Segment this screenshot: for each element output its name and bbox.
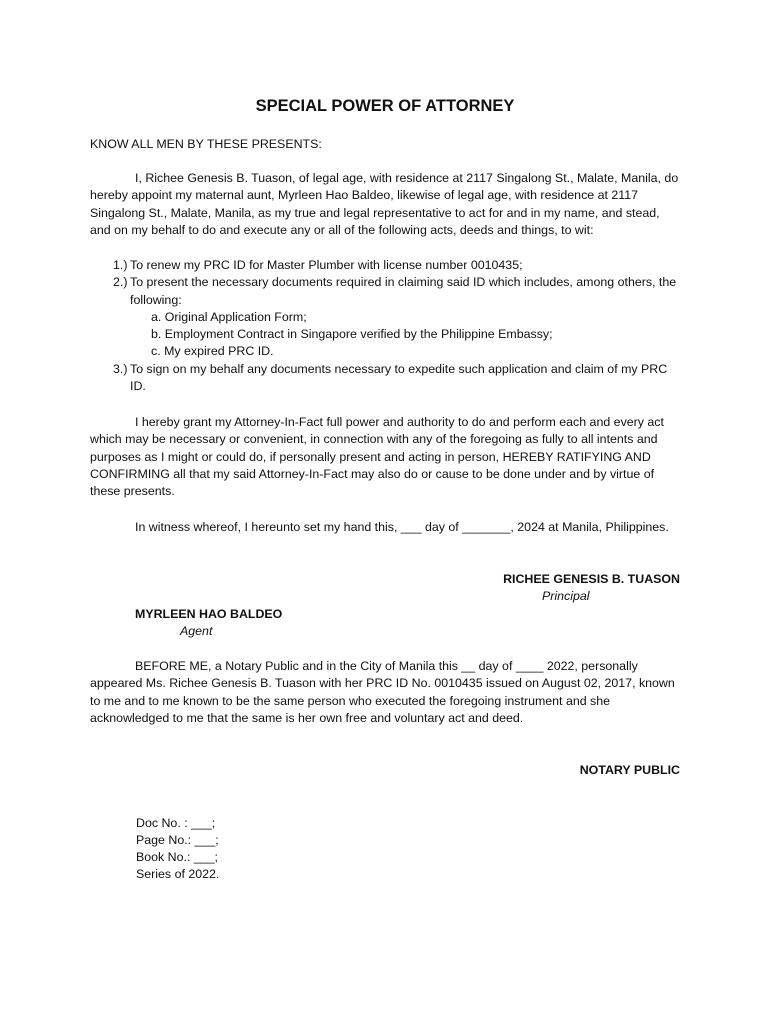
list-item [113,257,680,274]
principal-role: Principal [542,589,590,603]
doc-number-line: Doc No. : ___; [136,816,216,830]
list-item-text: To renew my PRC ID for Master Plumber with license number 0010435; [130,258,523,272]
notarial-paragraph: BEFORE ME, a Notary Public and in the City of Manila this __ day of ____ 2022, personally appeared Ms. Richee Genesis B. Tuason with her PRC ID No. 0010435 issued on August 02, 2017, known to me and to me known to be the same person who executed the foregoing instrument and she acknowledged to me that the same is her own free and voluntary act and deed. [90,659,675,725]
witness-paragraph: In witness whereof, I hereunto set my hand this, ___ day of _______, 2024 at Manila, Philippines. [135,520,669,534]
document-title: SPECIAL POWER OF ATTORNEY [255,97,515,115]
opening-line: KNOW ALL MEN BY THESE PRESENTS: [90,137,322,151]
list-item [113,361,680,396]
series-line: Series of 2022. [136,867,220,881]
agent-role: Agent [180,624,213,638]
list-item-text: To present the necessary documents required in claiming said ID which includes, among others, the following: [130,275,677,307]
page-number-line: Page No.: ___; [136,833,219,847]
list-item-number: 2.) [113,275,128,290]
list-item-number: 1.) [113,258,128,272]
list-item [113,274,680,360]
sub-list-item: a. Original Application Form; [151,309,307,324]
document-page [90,0,680,1024]
agent-name: MYRLEEN HAO BALDEO [135,607,283,621]
appointment-paragraph: I, Richee Genesis B. Tuason, of legal age, with residence at 2117 Singalong St., Malate, Manila, do hereby appoint my maternal aunt, Myrleen Hao Baldeo, likewise of legal age, with residence at 2117 Singalong St., Malate, Manila, as my true and legal representative to act for and in my name, and stead, and on my behalf to do and execute any or all of the following acts, deeds and things, to wit: [90,171,679,237]
sub-list-item: c. My expired PRC ID. [151,344,274,359]
list-item-number: 3.) [113,361,128,376]
principal-name: RICHEE GENESIS B. TUASON [503,572,680,586]
grant-paragraph: I hereby grant my Attorney-In-Fact full power and authority to do and perform each and every act which may be necessary or convenient, in connection with any of the foregoing as fully to all intents and purposes as I might or could do, if personally present and acting in person, HEREBY RATIFYING AND CONFIRMING all that my said Attorney-In-Fact may also do or cause to be done under and by virtue of these presents. [90,415,664,499]
book-number-line: Book No.: ___; [136,850,218,864]
powers-list [113,257,680,395]
list-item-text: To sign on my behalf any documents necessary to expedite such application and claim of my PRC ID. [130,361,668,394]
sub-list-item: b. Employment Contract in Singapore verified by the Philippine Embassy; [151,327,553,342]
notary-public-label: NOTARY PUBLIC [579,763,680,777]
sub-list [130,309,680,361]
